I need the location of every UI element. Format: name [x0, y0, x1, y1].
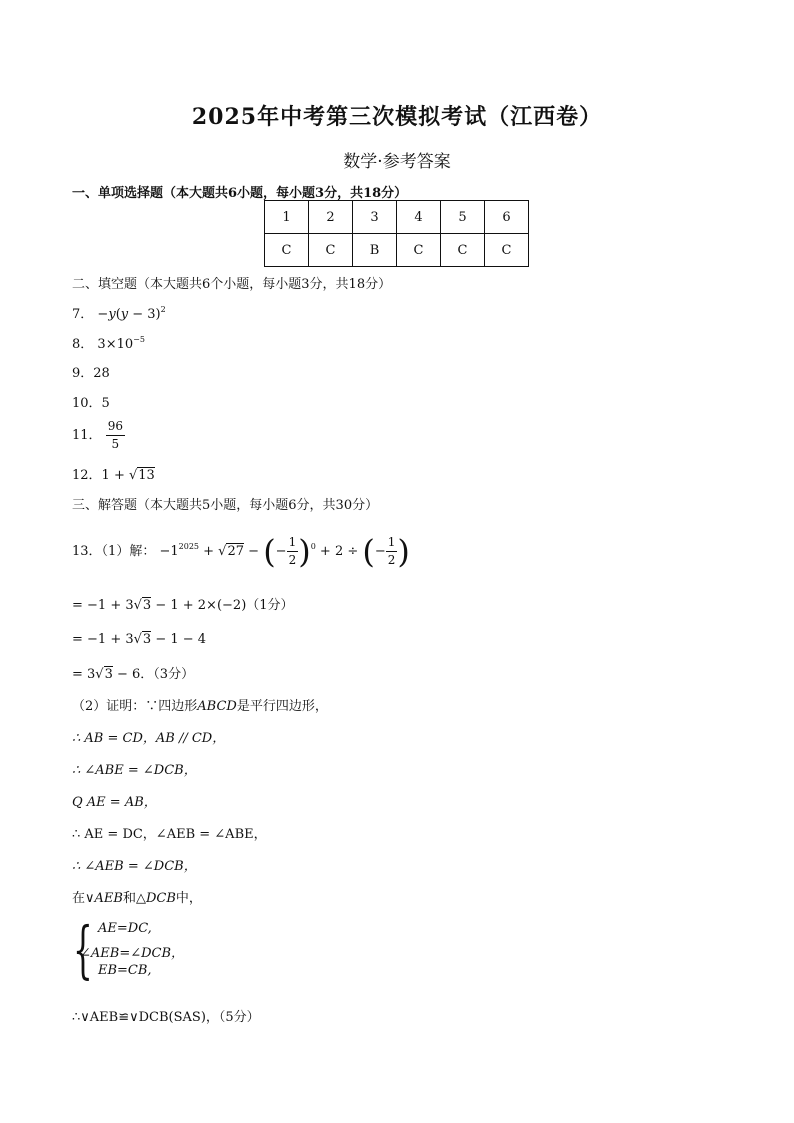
table-cell: 1 — [265, 201, 309, 234]
answer-9: 9．28 — [72, 366, 110, 381]
q13-part2-line6: ∴ ∠AEB = ∠DCB， — [72, 859, 197, 874]
q13-part2-conclusion: ∴∨AEB≌∨DCB(SAS)，（5分） — [72, 1010, 260, 1025]
fraction: $\frac{1}{2}$ — [288, 535, 297, 567]
q13-step1: = −1 + 3√3 − 1 + 2×(−2)（1分） — [72, 598, 294, 613]
brace-symbol: { — [73, 913, 93, 986]
table-cell: 3 — [353, 201, 397, 234]
answer-table — [264, 200, 529, 267]
table-cell: B — [353, 234, 397, 267]
table-cell: C — [485, 234, 529, 267]
system-line-3: EB=CB, — [98, 963, 152, 978]
table-row-answers — [265, 234, 529, 267]
table-cell: C — [309, 234, 353, 267]
q13-part2-line1: （2）证明：∵四边形ABCD是平行四边形， — [72, 699, 328, 714]
answer-7: 7． $-y(y - 3)^2$ — [72, 305, 166, 322]
q13-part2-line4: Q AE = AB， — [72, 795, 157, 810]
q13-part2-line2: ∴ AB = CD，AB // CD， — [72, 731, 226, 746]
table-cell: 4 — [397, 201, 441, 234]
q13-expression: 13．（1）解： $-1^{2025} + √27$ − (− $\frac{1}{2}$ )$^0$ + 2 ÷ (− $\frac{1}{2}$ ) — [72, 532, 410, 571]
section1-heading: 一、单项选择题（本大题共6小题，每小题3分，共18分） — [72, 186, 408, 201]
section3-heading: 三、解答题（本大题共5小题，每小题6分，共30分） — [72, 498, 379, 513]
answer-12: 12．1 + √13 — [72, 468, 155, 483]
fraction: $\frac{96}{5}$ — [107, 419, 123, 451]
table-cell: C — [441, 234, 485, 267]
answer-11: 11． $\frac{96}{5}$ — [72, 419, 123, 451]
q13-step2: = −1 + 3√3 − 1 − 4 — [72, 632, 207, 647]
answer-8: 8． $3\times 10^{-5}$ — [72, 335, 145, 352]
q13-part2-line5: ∴ AE = DC，∠AEB = ∠ABE， — [72, 827, 267, 842]
q13-step3: = 3√3 − 6．（3分） — [72, 667, 195, 682]
answer-10: 10．5 — [72, 396, 110, 411]
table-cell: C — [397, 234, 441, 267]
table-cell: 5 — [441, 201, 485, 234]
table-row-numbers — [265, 201, 529, 234]
table-cell: 2 — [309, 201, 353, 234]
system-line-1: AE=DC, — [98, 921, 152, 936]
table-cell: 6 — [485, 201, 529, 234]
q13-part2-line3: ∴ ∠ABE = ∠DCB， — [72, 763, 197, 778]
fraction: $\frac{1}{2}$ — [387, 535, 396, 567]
section2-heading: 二、填空题（本大题共6个小题，每小题3分，共18分） — [72, 277, 392, 292]
page-subtitle: 数学·参考答案 — [343, 152, 451, 172]
system-line-2: ∠AEB=∠DCB， — [80, 946, 185, 961]
q13-part2-line7: 在∨AEB和△DCB中， — [72, 891, 202, 906]
table-cell: C — [265, 234, 309, 267]
page-title: 2025年中考第三次模拟考试（江西卷） — [191, 104, 603, 130]
